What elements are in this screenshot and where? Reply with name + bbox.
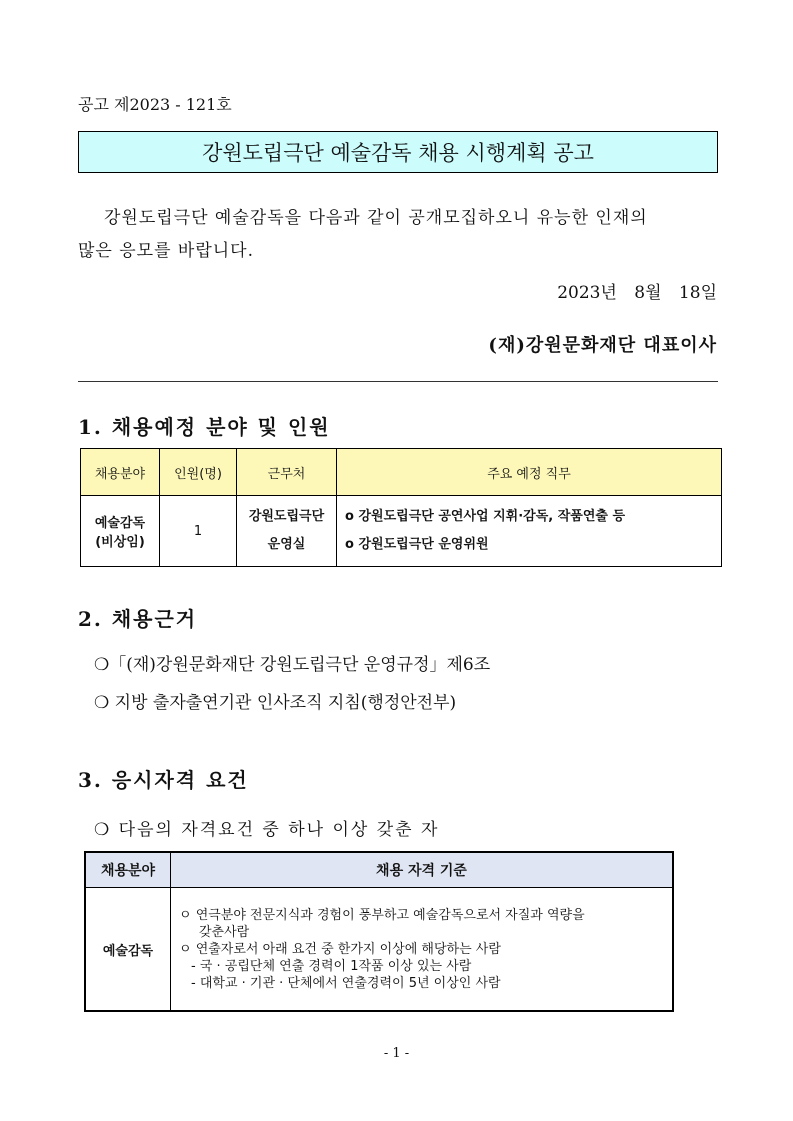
criteria-line: 갖춘사람 [199, 924, 250, 940]
table-row [85, 888, 673, 1012]
qualification-table [84, 851, 674, 1012]
criteria-line: - 국 · 공립단체 연출 경력이 1작품 이상 있는 사람 [191, 958, 472, 974]
table-row [81, 496, 722, 567]
field-cell: 예술감독 [85, 888, 171, 1012]
section1-heading: 1. 채용예정 분야 및 인원 [78, 415, 331, 439]
duty-item: o 강원도립극단 공연사업 지휘·감독, 작품연출 등 [345, 509, 626, 524]
header-field: 채용분야 [85, 852, 171, 888]
field-cell [81, 496, 160, 567]
section3-heading: 3. 응시자격 요건 [78, 768, 249, 792]
intro-text-line1: 강원도립극단 예술감독을 다음과 같이 공개모집하오니 유능한 인재의 [104, 208, 648, 228]
workplace-line: 운영실 [267, 537, 306, 552]
count-cell: 1 [160, 496, 237, 567]
header-criteria: 채용 자격 기준 [171, 852, 674, 888]
recruitment-table [80, 448, 722, 567]
field-line: 예술감독 [94, 516, 146, 531]
duties-cell [337, 496, 722, 567]
criteria-cell [171, 888, 674, 1012]
section2-heading: 2. 채용근거 [78, 607, 198, 631]
criteria-line: ㅇ 연극분야 전문지식과 경험이 풍부하고 예술감독으로서 자질과 역량을 [179, 907, 585, 923]
divider [78, 381, 718, 382]
notice-date: 2023년 8월 18일 [557, 283, 717, 303]
issuer: (재)강원문화재단 대표이사 [488, 335, 717, 356]
header-workplace: 근무처 [237, 449, 337, 496]
qualification-item: ❍ 다음의 자격요건 중 하나 이상 갖춘 자 [94, 820, 440, 840]
duty-item: o 강원도립극단 운영위원 [345, 537, 489, 552]
header-count: 인원(명) [160, 449, 237, 496]
intro-text-line2: 많은 응모를 바랍니다. [78, 241, 255, 261]
basis-item: ❍「(재)강원문화재단 강원도립극단 운영규정」제6조 [94, 655, 491, 675]
basis-item: ❍ 지방 출자출연기관 인사조직 지침(행정안전부) [94, 693, 457, 713]
header-duties: 주요 예정 직무 [337, 449, 722, 496]
notice-number: 공고 제2023 - 121호 [78, 95, 232, 114]
document-title: 강원도립극단 예술감독 채용 시행계획 공고 [78, 131, 718, 173]
page-number: - 1 - [383, 1046, 410, 1061]
field-line: (비상임) [95, 535, 145, 550]
workplace-line: 강원도립극단 [248, 509, 325, 524]
header-field: 채용분야 [81, 449, 160, 496]
criteria-line: ㅇ 연출자로서 아래 요건 중 한가지 이상에 해당하는 사람 [179, 941, 501, 957]
criteria-line: - 대학교 · 기관 · 단체에서 연출경력이 5년 이상인 사람 [191, 975, 501, 991]
workplace-cell [237, 496, 337, 567]
